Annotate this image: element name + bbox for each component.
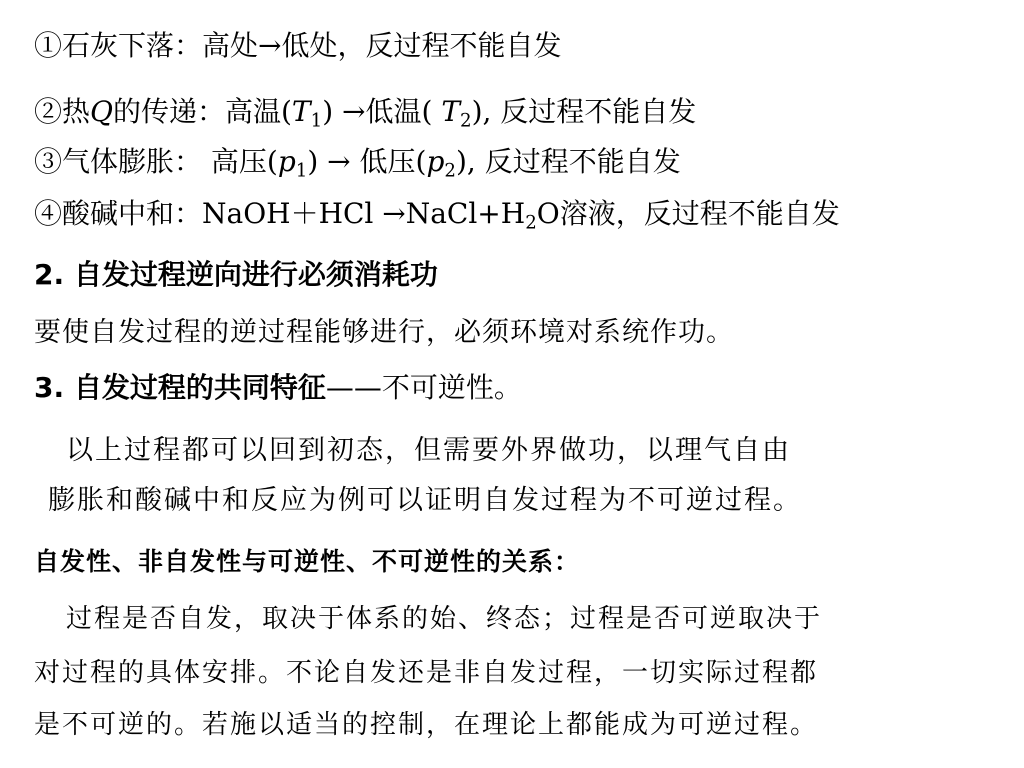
section-2-body: 要使自发过程的逆过程能够进行，必须环境对系统作功。 bbox=[34, 317, 734, 348]
pressure-p2: p bbox=[426, 145, 445, 178]
pressure-p1: p bbox=[277, 145, 296, 178]
section-4-body-line-2: 对过程的具体安排。不论自发还是非自发过程，一切实际过程都 bbox=[34, 658, 819, 688]
pressure-p1-subscript: 1 bbox=[295, 160, 308, 182]
section-4-body-line-1: 过程是否自发，取决于体系的始、终态；过程是否可逆取决于 bbox=[66, 604, 823, 634]
example-line-2-text-a: 的传递：高温( bbox=[112, 95, 292, 128]
example-line-2-text-c: ), 反过程不能自发 bbox=[471, 95, 697, 128]
example-line-3-text-b: ) → 低压( bbox=[307, 145, 427, 178]
section-2-heading: 2. 自发过程逆向进行必须消耗功 bbox=[34, 258, 438, 291]
example-neutralization bbox=[34, 192, 840, 232]
heat-symbol-q: Q bbox=[90, 95, 113, 128]
example-gas-expansion bbox=[34, 140, 681, 180]
example-line-4-text-a: ④酸碱中和：NaOH＋HCl →NaCl+H bbox=[34, 197, 526, 230]
example-limestone-falling bbox=[34, 24, 561, 64]
section-3-heading-bold: 3. 自发过程的共同特征 bbox=[34, 371, 326, 404]
pressure-p2-subscript: 2 bbox=[444, 160, 456, 182]
example-line-3-text-c: ), 反过程不能自发 bbox=[455, 145, 681, 178]
section-3-body-line-2: 膨胀和酸碱中和反应为例可以证明自发过程为不可逆过程。 bbox=[48, 485, 802, 516]
temperature-t2-subscript: 2 bbox=[460, 110, 472, 132]
example-line-2-text-b: ) →低温( bbox=[322, 95, 442, 128]
temperature-t1-subscript: 1 bbox=[310, 110, 323, 132]
section-4-body-line-3: 是不可逆的。若施以适当的控制，在理论上都能成为可逆过程。 bbox=[34, 710, 819, 740]
section-3-heading-rest: ——不可逆性。 bbox=[325, 371, 522, 404]
temperature-t1: T bbox=[291, 95, 311, 128]
section-3-heading bbox=[34, 366, 522, 406]
section-3-body-line-1: 以上过程都可以回到初态，但需要外界做功，以理气自由 bbox=[66, 435, 791, 466]
example-heat-transfer bbox=[34, 90, 696, 130]
section-4-heading: 自发性、非自发性与可逆性、不可逆性的关系： bbox=[34, 547, 581, 576]
example-line-2-prefix: ②热 bbox=[34, 95, 91, 128]
water-subscript: 2 bbox=[525, 212, 537, 234]
example-line-3-text-a: ③气体膨胀： 高压( bbox=[34, 145, 278, 178]
example-line-4-text-b: O溶液，反过程不能自发 bbox=[536, 197, 840, 230]
temperature-t2: T bbox=[441, 95, 460, 128]
example-line-1-text: ①石灰下落：高处→低处，反过程不能自发 bbox=[34, 29, 562, 62]
